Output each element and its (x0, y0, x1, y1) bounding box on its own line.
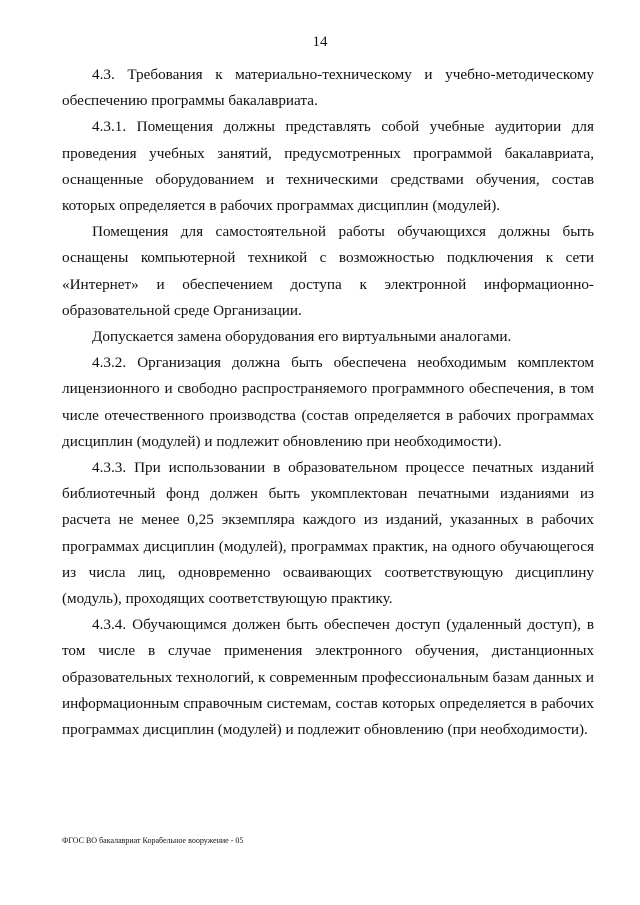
paragraph-4-3-3: 4.3.3. При использовании в образовательном процессе печатных изданий библиотечный фонд должен быть укомплектован печатными изданиями из расчета не менее 0,25 экземпляра каждого из изданий, указанных в рабочих программах дисциплин (модулей), программах практик, на одного обучающегося из числа лиц, одновременно осваивающих соответствующую дисциплину (модуль), проходящих соответствующую практику. (62, 459, 594, 608)
page-number: 14 (312, 34, 328, 50)
paragraph-4-3-4: 4.3.4. Обучающимся должен быть обеспечен доступ (удаленный доступ), в том числе в случае применения электронного обучения, дистанционных образовательных технологий, к современным профессиональным базам данных и информационным справочным системам, состав которых определяется в рабочих программах дисциплин (модулей) и подлежит обновлению (при необходимости). (62, 616, 594, 739)
paragraph-4-3-2: 4.3.2. Организация должна быть обеспечена необходимым комплектом лицензионного и свободно распространяемого программного обеспечения, в том числе отечественного производства (состав определяется в рабочих программах дисциплин (модулей) и подлежит обновлению при необходимости). (62, 354, 594, 450)
paragraph-4-3-1: 4.3.1. Помещения должны представлять собой учебные аудитории для проведения учебных занятий, предусмотренных программой бакалавриата, оснащенные оборудованием и техническими средствами обучения, состав которых определяется в рабочих программах дисциплин (модулей). (62, 118, 594, 215)
paragraph-virtual-analogs: Допускается замена оборудования его виртуальными аналогами. (92, 328, 512, 346)
paragraph-self-study-rooms: Помещения для самостоятельной работы обучающихся должны быть оснащены компьютерной техникой с возможностью подключения к сети «Интернет» и обеспечением доступа к электронной информационно-образовательной среде Организации. (62, 223, 594, 319)
section-heading-4-3: 4.3. Требования к материально-техническому и учебно-методическому обеспечению программы бакалавриата. (62, 66, 594, 110)
document-body (62, 62, 594, 743)
page-footer: ФГОС ВО бакалавриат Корабельное вооружение - 05 (62, 836, 244, 845)
